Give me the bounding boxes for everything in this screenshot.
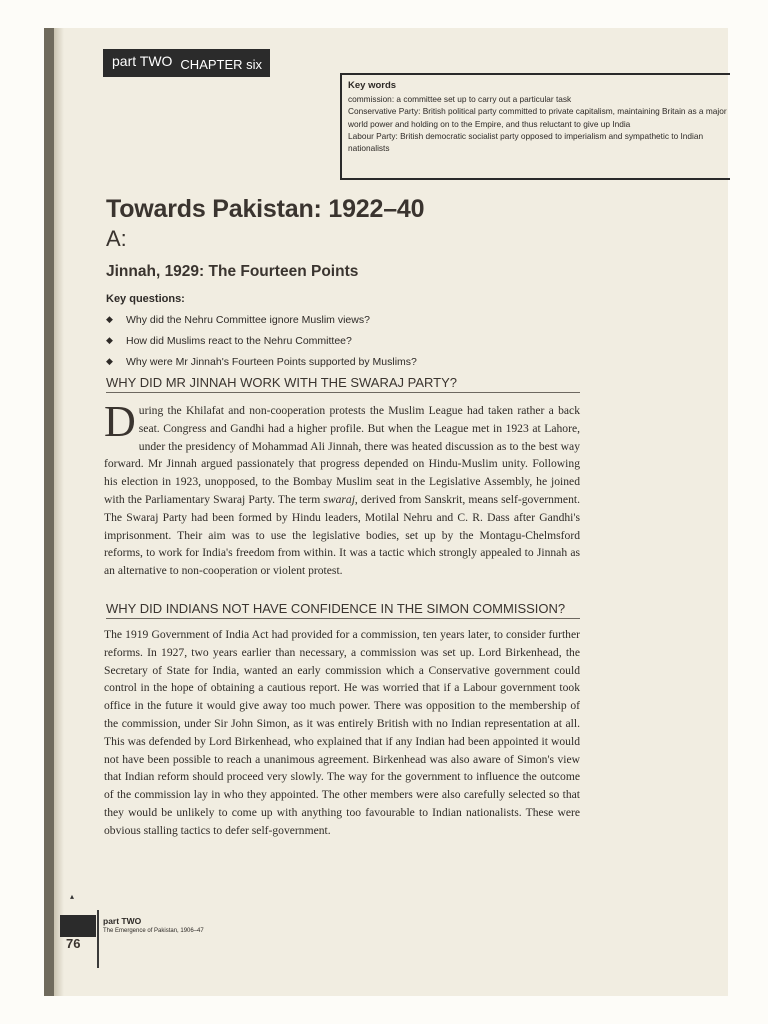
diamond-bullet-icon: ◆	[106, 314, 113, 324]
list-item: ◆ Why did the Nehru Committee ignore Muslim views?	[106, 313, 370, 326]
page-title: Towards Pakistan: 1922–40	[106, 195, 425, 223]
section-heading: WHY DID MR JINNAH WORK WITH THE SWARAJ PARTY?	[106, 375, 580, 393]
section-letter: A:	[106, 226, 127, 251]
key-word-entry: Conservative Party: British political party committed to private capitalism, maintaining Britain as a major world power and holding on to the Empire, and thus reluctant to give up India	[348, 106, 727, 129]
page-number: 76	[66, 936, 81, 951]
list-item: ◆ How did Muslims react to the Nehru Committee?	[106, 334, 352, 347]
page-mark: ▴	[70, 892, 75, 901]
part-label: part TWO	[112, 53, 173, 69]
footer-part-label: part TWO	[103, 916, 142, 926]
book-spine	[44, 28, 54, 996]
key-word-entry: commission: a committee set up to carry out a particular task	[348, 94, 572, 105]
diamond-bullet-icon: ◆	[106, 356, 113, 366]
section-heading: WHY DID INDIANS NOT HAVE CONFIDENCE IN THE SIMON COMMISSION?	[106, 601, 580, 619]
drop-cap: D	[104, 397, 136, 446]
footer-subtitle: The Emergence of Pakistan, 1906–47	[103, 928, 204, 934]
key-questions-list	[106, 309, 417, 372]
section-subtitle: Jinnah, 1929: The Fourteen Points	[106, 263, 359, 280]
chapter-tab	[103, 49, 270, 77]
body-paragraph: During the Khilafat and non-cooperation protests the Muslim League had taken rather a back seat. Congress and Gandhi had a higher profile. But when the League met in 1923 at Lahore, under the presidency of Mohammad Ali Jinnah, there was heated discussion as to the best way forward. Mr Jinnah argued passionately that progress depended on Hindu-Muslim unity. Following his election in 1923, unopposed, to the Bombay Muslim seat in the Legislative Assembly, he joined with the Parliamentary Swaraj Party. The term swaraj, derived from Sanskrit, means self-government. The Swaraj Party had been formed by Hindu leaders, Motilal Nehru and C. R. Dass after Gandhi's imprisonment. Their aim was to use the legislative bodies, set up by the Montagu-Chelmsford reforms, to work for India's freedom from within. It was a tactic which strongly appealed to Jinnah as an alternative to non-cooperation or violent protest.	[104, 397, 580, 578]
footer-bar	[60, 915, 96, 937]
key-word-entry: Labour Party: British democratic socialist party opposed to imperialism and sympathetic to Indian nationalists	[348, 130, 704, 154]
key-words-title: Key words	[348, 80, 397, 91]
list-item: ◆ Why were Mr Jinnah's Fourteen Points supported by Muslims?	[106, 355, 417, 368]
spine-shadow	[54, 28, 64, 996]
body-paragraph: The 1919 Government of India Act had provided for a commission, ten years later, to consider further reforms. In 1927, two years earlier than necessary, a commission was set up. Lord Birkenhead, the Secretary of State for India, wanted an early commission which a Conservative government could control in the hope of obtaining a cautious report. He was worried that if a Labour government took office in the future it would give away too much power. There was opposition to the membership of the commission, under Sir John Simon, as it was entirely British with no Indian representation at all. This was defended by Lord Birkenhead, who explained that if any Indian had been appointed it would not have been possible to reach a unanimous agreement. Birkenhead was also aware of Simon's view that Indian reform should proceed very slowly. The way for the government to influence the outcome of the commission lay in who they appointed. The other members were also carefully selected so that they would be unlikely to come up with anything too favourable to Indian nationalists. These were obvious stalling tactics to defer self-government.	[104, 628, 580, 837]
key-questions-heading: Key questions:	[106, 293, 185, 305]
key-words-box	[340, 73, 730, 180]
chapter-label: CHAPTER six	[180, 57, 263, 72]
footer-rule	[97, 910, 99, 968]
diamond-bullet-icon: ◆	[106, 335, 113, 345]
